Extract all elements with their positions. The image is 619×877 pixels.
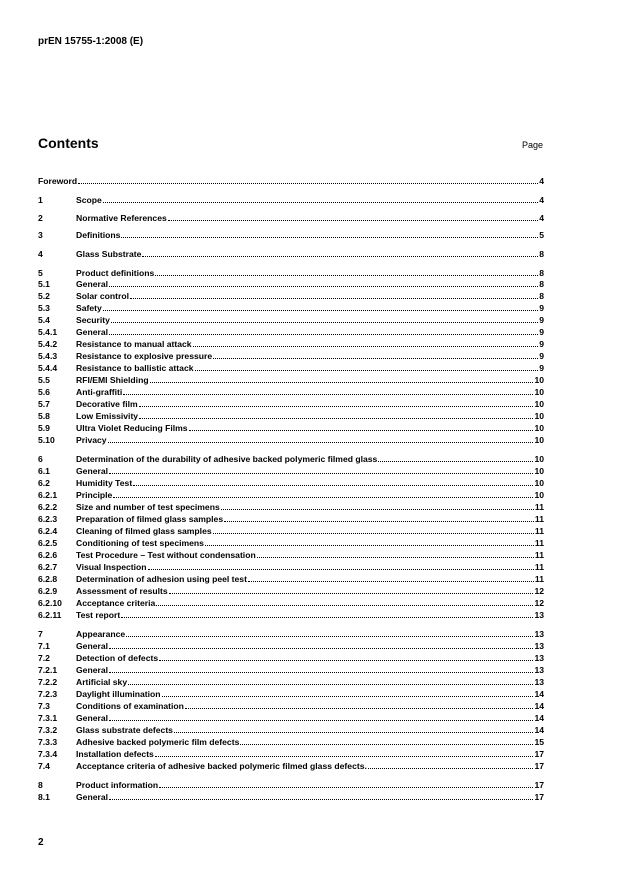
toc-entry-page: 10 (534, 423, 544, 433)
toc-entry-page: 8 (539, 279, 544, 289)
toc-leader-dots (113, 496, 533, 498)
toc-entry[interactable] (38, 748, 544, 759)
toc-leader-dots (109, 798, 533, 800)
toc-entry-number: 7.1 (38, 641, 50, 651)
toc-entry-title: Glass Substrate (76, 249, 142, 259)
toc-entry-number: 6.2.7 (38, 562, 58, 572)
toc-entry-number: 5.4.3 (38, 351, 58, 361)
toc-entry-page: 13 (534, 677, 544, 687)
toc-entry-number: 5.1 (38, 279, 50, 289)
toc-entry[interactable] (38, 561, 544, 572)
toc-entry[interactable] (38, 314, 544, 325)
toc-leader-dots (193, 345, 539, 347)
toc-entry[interactable] (38, 453, 544, 464)
toc-entry-title: Resistance to ballistic attack (76, 363, 194, 373)
toc-entry-page: 10 (534, 399, 544, 409)
toc-entry-title: Anti-graffiti (76, 387, 123, 397)
toc-entry-title: Foreword (38, 176, 78, 186)
toc-entry-number: 6.1 (38, 466, 50, 476)
toc-entry-page: 8 (539, 291, 544, 301)
toc-entry-number: 8.1 (38, 792, 50, 802)
toc-entry-number: 5.4.4 (38, 363, 58, 373)
toc-entry[interactable] (38, 326, 544, 337)
toc-entry-page: 14 (534, 701, 544, 711)
toc-leader-dots (128, 683, 533, 685)
toc-entry-page: 13 (534, 653, 544, 663)
toc-leader-dots (109, 671, 533, 673)
toc-leader-dots (109, 647, 533, 649)
toc-entry-number: 5 (38, 268, 43, 278)
toc-entry-page: 9 (539, 315, 544, 325)
toc-entry[interactable] (38, 398, 544, 409)
toc-leader-dots (174, 731, 533, 733)
toc-entry[interactable] (38, 640, 544, 651)
toc-leader-dots (257, 556, 534, 558)
toc-entry[interactable] (38, 338, 544, 349)
toc-entry[interactable] (38, 501, 544, 512)
toc-entry-number: 6.2.4 (38, 526, 58, 536)
toc-entry-number: 5.4.1 (38, 327, 58, 337)
toc-entry[interactable] (38, 386, 544, 397)
toc-entry[interactable] (38, 434, 544, 445)
toc-leader-dots (162, 695, 534, 697)
toc-entry[interactable] (38, 290, 544, 301)
toc-entry-number: 3 (38, 230, 43, 240)
toc-entry-title: Assessment of results (76, 586, 168, 596)
page-number: 2 (38, 837, 44, 848)
toc-entry-page: 8 (539, 268, 544, 278)
toc-entry[interactable] (38, 791, 544, 802)
toc-entry-title: Product definitions (76, 268, 155, 278)
toc-entry-page: 17 (534, 792, 544, 802)
toc-entry-number: 5.10 (38, 435, 55, 445)
toc-leader-dots (123, 393, 533, 395)
toc-entry-page: 11 (534, 574, 544, 584)
toc-entry-number: 5.3 (38, 303, 50, 313)
toc-entry[interactable] (38, 652, 544, 663)
toc-entry-title: Installation defects (76, 749, 154, 759)
toc-leader-dots (103, 309, 538, 311)
toc-entry-page: 10 (534, 478, 544, 488)
toc-entry[interactable] (38, 736, 544, 747)
toc-entry-page: 9 (539, 363, 544, 373)
toc-entry-page: 14 (534, 689, 544, 699)
toc-entry-title: General (76, 713, 109, 723)
toc-entry-title: Resistance to explosive pressure (76, 351, 213, 361)
toc-entry-title: Determination of the durability of adhesive backed polymeric filmed glass (76, 454, 378, 464)
toc-leader-dots (121, 616, 533, 618)
toc-entry-title: Preparation of filmed glass samples (76, 514, 224, 524)
toc-leader-dots (168, 219, 538, 221)
toc-entry-number: 6.2 (38, 478, 50, 488)
toc-entry-title: Principle (76, 490, 113, 500)
toc-entry-title: Artificial sky (76, 677, 128, 687)
toc-leader-dots (108, 441, 534, 443)
toc-leader-dots (221, 508, 534, 510)
toc-entry-title: Daylight illumination (76, 689, 161, 699)
toc-entry-title: Humidity Test (76, 478, 133, 488)
toc-entry-page: 4 (539, 195, 544, 205)
toc-entry-title: General (76, 665, 109, 675)
toc-entry-page: 12 (534, 586, 544, 596)
toc-entry-title: Detection of defects (76, 653, 159, 663)
toc-leader-dots (121, 236, 538, 238)
toc-entry-title: Security (76, 315, 110, 325)
toc-entry[interactable] (38, 549, 544, 560)
toc-entry-page: 9 (539, 339, 544, 349)
toc-entry-page: 13 (534, 665, 544, 675)
toc-entry[interactable] (38, 597, 544, 608)
toc-entry-page: 13 (534, 610, 544, 620)
toc-leader-dots (205, 544, 534, 546)
toc-entry-title: Resistance to manual attack (76, 339, 192, 349)
toc-entry-page: 9 (539, 351, 544, 361)
toc-entry-number: 5.4 (38, 315, 50, 325)
toc-entry-title: General (76, 792, 109, 802)
toc-entry-number: 5.4.2 (38, 339, 58, 349)
toc-entry-title: Acceptance criteria of adhesive backed polymeric filmed glass defects. (76, 761, 367, 771)
toc-entry[interactable] (38, 278, 544, 289)
toc-entry-title: Appearance (76, 629, 126, 639)
toc-entry[interactable] (38, 489, 544, 500)
toc-entry[interactable] (38, 362, 544, 373)
toc-leader-dots (213, 357, 538, 359)
toc-leader-dots (169, 592, 534, 594)
toc-leader-dots (156, 604, 533, 606)
toc-entry-title: Safety (76, 303, 102, 313)
toc-leader-dots (213, 532, 534, 534)
toc-entry-number: 6.2.8 (38, 574, 58, 584)
toc-entry-number: 6 (38, 454, 43, 464)
toc-leader-dots (109, 333, 538, 335)
toc-entry-title: General (76, 466, 109, 476)
toc-entry[interactable] (38, 248, 544, 259)
toc-entry[interactable] (38, 724, 544, 735)
toc-entry-number: 7.3.4 (38, 749, 58, 759)
toc-entry-number: 6.2.6 (38, 550, 58, 560)
toc-leader-dots (133, 484, 533, 486)
toc-entry-page: 17 (534, 749, 544, 759)
document-id: prEN 15755-1:2008 (E) (38, 36, 144, 47)
toc-entry-number: 1 (38, 195, 43, 205)
toc-entry[interactable] (38, 267, 544, 278)
toc-entry[interactable] (38, 573, 544, 584)
toc-entry-page: 14 (534, 725, 544, 735)
toc-entry-page: 17 (534, 761, 544, 771)
toc-entry-page: 11 (534, 502, 544, 512)
toc-leader-dots (159, 659, 533, 661)
toc-entry-title: Ultra Violet Reducing Films (76, 423, 188, 433)
toc-entry[interactable] (38, 712, 544, 723)
toc-leader-dots (103, 201, 538, 203)
toc-leader-dots (224, 520, 534, 522)
toc-entry-number: 5.6 (38, 387, 50, 397)
toc-entry-title: Conditioning of test specimens (76, 538, 204, 548)
toc-leader-dots (155, 755, 534, 757)
toc-leader-dots (78, 182, 538, 184)
toc-entry[interactable] (38, 760, 544, 771)
toc-leader-dots (150, 381, 534, 383)
toc-entry-page: 11 (534, 550, 544, 560)
toc-entry-page: 17 (534, 780, 544, 790)
toc-entry-page: 10 (534, 454, 544, 464)
toc-entry-number: 7.3 (38, 701, 50, 711)
toc-entry-page: 10 (534, 375, 544, 385)
toc-entry-page: 12 (534, 598, 544, 608)
toc-entry[interactable] (38, 609, 544, 620)
toc-entry-title: Scope (76, 195, 102, 205)
toc-entry[interactable] (38, 350, 544, 361)
toc-entry[interactable] (38, 688, 544, 699)
toc-entry-page: 10 (534, 490, 544, 500)
toc-entry-number: 5.2 (38, 291, 50, 301)
toc-entry[interactable] (38, 700, 544, 711)
toc-entry-number: 7.2.1 (38, 665, 58, 675)
toc-entry[interactable] (38, 779, 544, 790)
toc-entry[interactable] (38, 302, 544, 313)
toc-entry-page: 5 (539, 230, 544, 240)
toc-entry-title: Normative References (76, 213, 167, 223)
toc-leader-dots (148, 568, 534, 570)
toc-leader-dots (111, 321, 538, 323)
toc-entry-number: 6.2.2 (38, 502, 58, 512)
toc-entry-number: 7.2.2 (38, 677, 58, 687)
toc-entry[interactable] (38, 194, 544, 205)
toc-entry-number: 5.7 (38, 399, 50, 409)
toc-entry-number: 6.2.3 (38, 514, 58, 524)
toc-leader-dots (109, 472, 533, 474)
toc-entry-page: 10 (534, 466, 544, 476)
toc-entry[interactable] (38, 212, 544, 223)
toc-leader-dots (126, 635, 533, 637)
toc-leader-dots (378, 460, 533, 462)
toc-entry[interactable] (38, 513, 544, 524)
toc-entry-title: Product information (76, 780, 159, 790)
toc-entry[interactable] (38, 422, 544, 433)
toc-entry-number: 6.2.1 (38, 490, 58, 500)
toc-leader-dots (139, 405, 534, 407)
toc-entry-title: Decorative film (76, 399, 138, 409)
toc-entry-number: 5.8 (38, 411, 50, 421)
toc-entry-number: 6.2.10 (38, 598, 62, 608)
toc-entry[interactable] (38, 175, 544, 186)
toc-entry-title: Low Emissivity (76, 411, 139, 421)
toc-entry-number: 8 (38, 780, 43, 790)
toc-entry-title: Privacy (76, 435, 107, 445)
toc-entry-number: 4 (38, 249, 43, 259)
toc-entry-page: 14 (534, 713, 544, 723)
toc-entry-page: 15 (534, 737, 544, 747)
toc-entry-page: 11 (534, 514, 544, 524)
toc-entry-page: 11 (534, 562, 544, 572)
toc-entry-title: Test Procedure – Test without condensation (76, 550, 256, 560)
toc-entry-page: 10 (534, 411, 544, 421)
toc-entry[interactable] (38, 585, 544, 596)
contents-heading: Contents (38, 135, 99, 151)
toc-entry-title: General (76, 641, 109, 651)
toc-entry-number: 7.3.3 (38, 737, 58, 747)
toc-entry[interactable] (38, 628, 544, 639)
toc-leader-dots (240, 743, 533, 745)
toc-entry-number: 5.5 (38, 375, 50, 385)
toc-entry-title: Cleaning of filmed glass samples (76, 526, 212, 536)
toc-entry-number: 7.4 (38, 761, 50, 771)
toc-entry-page: 11 (534, 538, 544, 548)
toc-entry[interactable] (38, 664, 544, 675)
toc-entry-title: General (76, 279, 109, 289)
toc-entry-number: 2 (38, 213, 43, 223)
toc-entry-number: 7.2.3 (38, 689, 58, 699)
toc-entry[interactable] (38, 537, 544, 548)
toc-entry[interactable] (38, 465, 544, 476)
toc-entry[interactable] (38, 410, 544, 421)
toc-leader-dots (109, 719, 533, 721)
toc-entry-title: Definitions (76, 230, 121, 240)
page-column-label: Page (522, 140, 544, 150)
toc-entry-title: Visual Inspection (76, 562, 147, 572)
toc-entry-title: Adhesive backed polymeric film defects (76, 737, 240, 747)
toc-leader-dots (142, 255, 538, 257)
toc-entry-page: 9 (539, 303, 544, 313)
toc-entry[interactable] (38, 374, 544, 385)
toc-entry-page: 13 (534, 629, 544, 639)
toc-entry-title: Size and number of test specimens (76, 502, 220, 512)
toc-leader-dots (368, 767, 534, 769)
toc-entry-title: Glass substrate defects (76, 725, 173, 735)
toc-entry[interactable] (38, 229, 544, 240)
toc-leader-dots (139, 417, 533, 419)
toc-leader-dots (248, 580, 534, 582)
toc-entry-page: 13 (534, 641, 544, 651)
toc-entry-title: Acceptance criteria (76, 598, 156, 608)
toc-entry-title: RFI/EMI Shielding (76, 375, 149, 385)
toc-entry-number: 7.3.1 (38, 713, 58, 723)
toc-leader-dots (109, 285, 538, 287)
toc-entry-title: General (76, 327, 109, 337)
toc-entry-number: 6.2.11 (38, 610, 62, 620)
toc-entry-title: Solar control (76, 291, 130, 301)
toc-entry-number: 7 (38, 629, 43, 639)
toc-entry[interactable] (38, 477, 544, 488)
toc-entry[interactable] (38, 676, 544, 687)
toc-entry-number: 7.3.2 (38, 725, 58, 735)
toc-entry-number: 6.2.5 (38, 538, 58, 548)
toc-entry-page: 10 (534, 387, 544, 397)
toc-leader-dots (195, 369, 539, 371)
toc-leader-dots (130, 297, 538, 299)
toc-entry-title: Test report (76, 610, 121, 620)
toc-entry-number: 5.9 (38, 423, 50, 433)
toc-entry-title: Conditions of examination (76, 701, 184, 711)
toc-leader-dots (185, 707, 534, 709)
toc-entry-page: 8 (539, 249, 544, 259)
toc-leader-dots (159, 786, 533, 788)
toc-entry-number: 6.2.9 (38, 586, 58, 596)
toc-entry-page: 11 (534, 526, 544, 536)
toc-entry-number: 7.2 (38, 653, 50, 663)
toc-entry-page: 10 (534, 435, 544, 445)
toc-leader-dots (155, 274, 538, 276)
toc-leader-dots (189, 429, 534, 431)
toc-entry-page: 4 (539, 176, 544, 186)
toc-entry-page: 4 (539, 213, 544, 223)
toc-entry-page: 9 (539, 327, 544, 337)
toc-entry[interactable] (38, 525, 544, 536)
toc-entry-title: Determination of adhesion using peel test (76, 574, 247, 584)
